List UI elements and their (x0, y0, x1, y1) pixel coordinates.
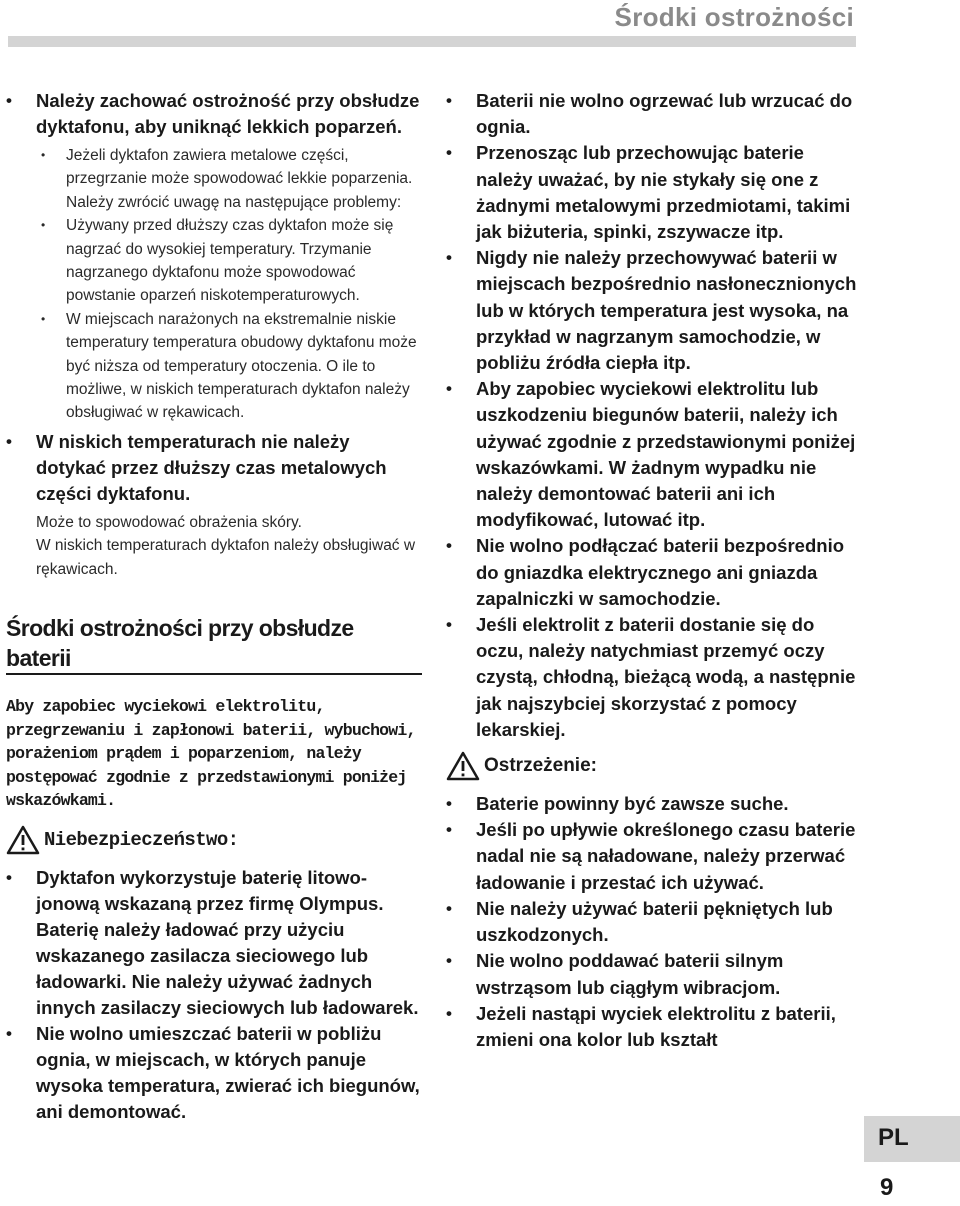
danger-heading (6, 825, 422, 855)
list-item: • Baterie powinny być zawsze suche. (446, 791, 858, 817)
list-item (6, 429, 422, 507)
right-column (446, 88, 858, 1053)
list-item: • Przenosząc lub przechowując baterie należy uważać, by nie stykały się one z żadnymi metalowymi przedmiotami, takimi jak biżuteria, spinki, zszywacze itp. (446, 140, 858, 245)
list-item: • Jeżeli nastąpi wyciek elektrolitu z baterii, zmieni ona kolor lub kształt (446, 1001, 858, 1053)
list-item: • Nigdy nie należy przechowywać baterii w miejscach bezpośrednio nasłonecznionych lub w których temperatura jest wysoka, na przykład w nagrzanym samochodzie, w pobliżu źródła ciepła itp. (446, 245, 858, 376)
sub-list (36, 144, 422, 425)
list-item: • Aby zapobiec wyciekowi elektrolitu lub uszkodzeniu biegunów baterii, należy ich używać zgodnie z przedstawionymi poniżej wskazówkami. W żadnym wypadku nie należy demontować baterii ani ich modyfikować, lutować itp. (446, 376, 858, 533)
list-item: • Nie wolno podłączać baterii bezpośrednio do gniazdka elektrycznego ani gniazda zapalniczki w samochodzie. (446, 533, 858, 612)
list-item: • Jeśli po upływie określonego czasu baterie nadal nie są naładowane, należy przerwać ładowanie i przestać ich używać. (446, 817, 858, 896)
header-rule (8, 36, 856, 47)
list-item (6, 88, 422, 425)
list-item: • Jeśli elektrolit z baterii dostanie się do oczu, należy natychmiast przemyć oczy czystą, chłodną, bieżącą wodą, a następnie jak najszybciej skorzystać z pomocy lekarskiej. (446, 612, 858, 743)
section-intro: Aby zapobiec wyciekowi elektrolitu, przegrzewaniu i zapłonowi baterii, wybuchowi, porażeniom prądem i poparzeniom, należy postępować zgodnie z przedstawionymi poniżej wskazówkami. (6, 697, 416, 811)
section-title: Środki ostrożności przy obsłudze baterii (6, 613, 422, 675)
sub-list-item: • Jeżeli dyktafon zawiera metalowe części, przegrzanie może spowodować lekkie poparzenia. Należy zwrócić uwagę na następujące problemy: (36, 144, 422, 214)
warning-triangle-icon (446, 751, 480, 781)
list-item: • Nie wolno poddawać baterii silnym wstrząsom lub ciągłym wibracjom. (446, 948, 858, 1000)
page-header-title: Środki ostrożności (614, 2, 854, 32)
paragraph: W niskich temperaturach dyktafon należy obsługiwać w rękawicach. (36, 537, 416, 578)
list-item-text: W niskich temperaturach nie należy dotykać przez dłuższy czas metalowych części dyktafonu. (36, 430, 387, 504)
danger-heading-label: Niebezpieczeństwo: (44, 829, 239, 852)
warning-heading (446, 751, 858, 781)
list-item: • Nie należy używać baterii pękniętych lub uszkodzonych. (446, 896, 858, 948)
page-number: 9 (880, 1174, 894, 1201)
list-item: • Dyktafon wykorzystuje baterię litowo-jonową wskazaną przez firmę Olympus. Baterię należy ładować przy użyciu wskazanego zasilacza sieciowego lub ładowarki. Nie należy używać żadnych innych zasilaczy sieciowych lub ładowarek. (6, 865, 422, 1021)
warning-heading-label: Ostrzeżenie: (484, 755, 597, 777)
list-item-text: Należy zachować ostrożność przy obsłudze dyktafonu, aby uniknąć lekkich poparzeń. (36, 90, 420, 137)
paragraph: Może to spowodować obrażenia skóry. (36, 513, 302, 531)
list-item: • Baterii nie wolno ogrzewać lub wrzucać do ognia. (446, 88, 858, 140)
list-item: • Nie wolno umieszczać baterii w pobliżu ognia, w miejscach, w których panuje wysoka temperatura, zwierać ich biegunów, ani demontować. (6, 1021, 422, 1125)
language-tab-label: PL (878, 1124, 909, 1151)
left-column (6, 88, 422, 1125)
sub-list-item: • Używany przed dłuższy czas dyktafon może się nagrzać do wysokiej temperatury. Trzymanie nagrzanego dyktafonu może spowodować powstanie oparzeń niskotemperaturowych. (36, 214, 422, 308)
sub-list-item: • W miejscach narażonych na ekstremalnie niskie temperatury temperatura obudowy dyktafonu może być niższa od temperatury otoczenia. O ile to możliwe, w niskich temperaturach dyktafon należy obsługiwać w rękawicach. (36, 308, 422, 425)
warning-triangle-icon (6, 825, 40, 855)
